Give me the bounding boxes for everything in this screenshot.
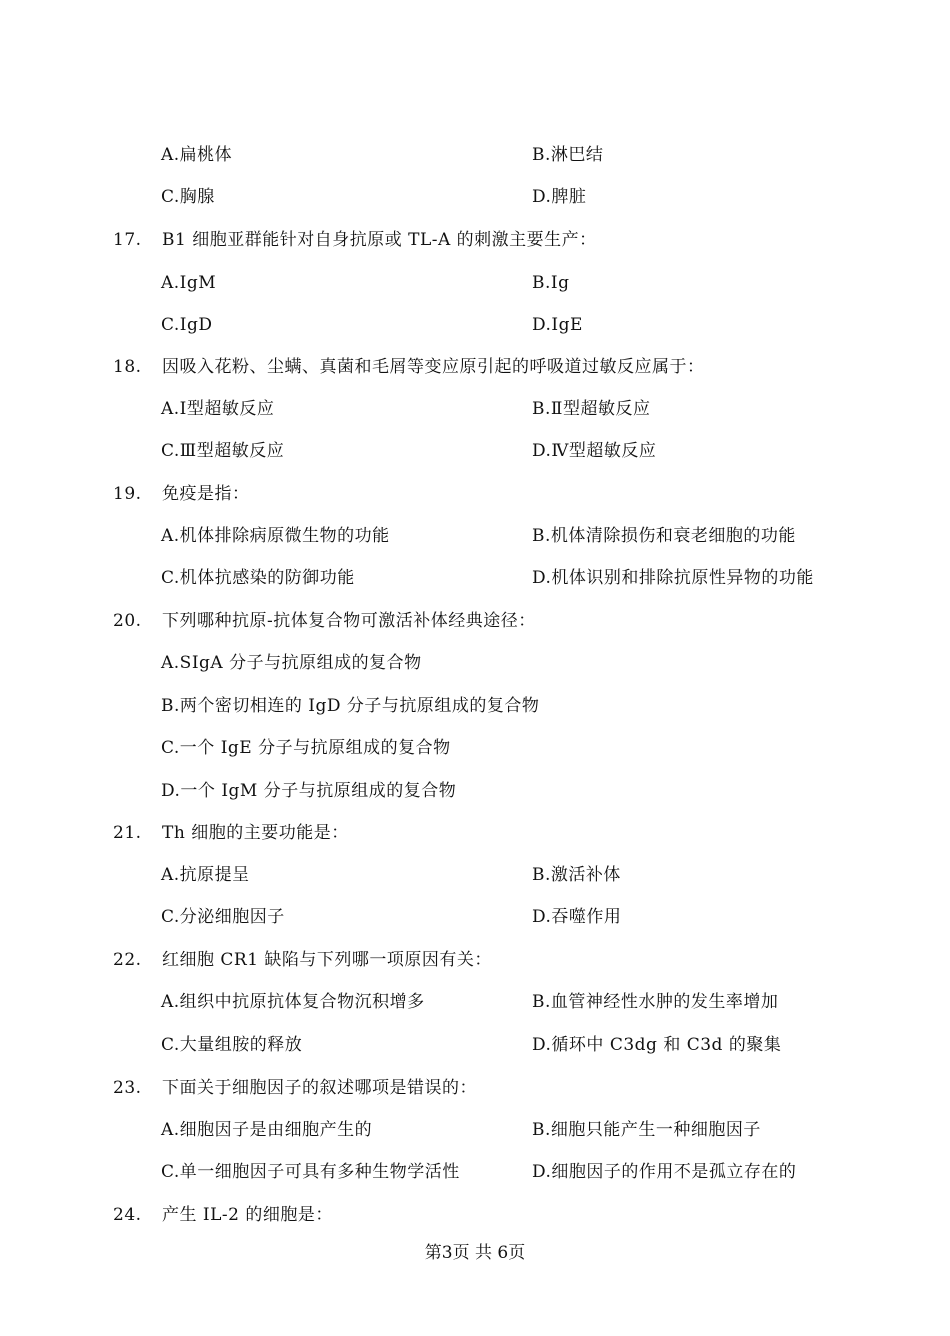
q16-option-a: A.扁桃体 — [161, 145, 233, 165]
q20-option-d: D.一个 IgM 分子与抗原组成的复合物 — [161, 781, 457, 801]
q23-option-b: B.细胞只能产生一种细胞因子 — [532, 1120, 761, 1140]
q20-option-c: C.一个 IgE 分子与抗原组成的复合物 — [161, 738, 451, 758]
q18-option-a: A.Ⅰ型超敏反应 — [161, 399, 275, 419]
q21-number: 21. — [113, 823, 142, 843]
q17-option-c: C.IgD — [161, 315, 213, 335]
q19-option-d: D.机体识别和排除抗原性异物的功能 — [532, 568, 814, 588]
q23-option-c: C.单一细胞因子可具有多种生物学活性 — [161, 1162, 460, 1182]
q20-option-b: B.两个密切相连的 IgD 分子与抗原组成的复合物 — [161, 696, 540, 716]
q24-text: 产生 IL-2 的细胞是： — [162, 1205, 333, 1225]
q21-option-d: D.吞噬作用 — [532, 907, 622, 927]
q20-text: 下列哪种抗原-抗体复合物可激活补体经典途径： — [162, 611, 536, 631]
page-footer: 第3页 共 6页 — [424, 1243, 526, 1263]
q22-option-d: D.循环中 C3dg 和 C3d 的聚集 — [532, 1035, 782, 1055]
q21-option-a: A.抗原提呈 — [161, 865, 250, 885]
q19-option-c: C.机体抗感染的防御功能 — [161, 568, 355, 588]
q23-option-a: A.细胞因子是由细胞产生的 — [161, 1120, 373, 1140]
q18-number: 18. — [113, 357, 142, 377]
q16-option-d: D.脾脏 — [532, 187, 587, 207]
q18-option-c: C.Ⅲ型超敏反应 — [161, 441, 285, 461]
q22-option-a: A.组织中抗原抗体复合物沉积增多 — [161, 992, 425, 1012]
q19-option-b: B.机体清除损伤和衰老细胞的功能 — [532, 526, 796, 546]
q23-option-d: D.细胞因子的作用不是孤立存在的 — [532, 1162, 797, 1182]
q17-option-b: B.Ig — [532, 273, 570, 293]
q17-option-d: D.IgE — [532, 315, 583, 335]
q17-text: B1 细胞亚群能针对自身抗原或 TL-A 的刺激主要生产： — [162, 230, 597, 250]
q22-option-c: C.大量组胺的释放 — [161, 1035, 303, 1055]
q16-option-c: C.胸腺 — [161, 187, 215, 207]
q19-text: 免疫是指： — [162, 484, 250, 504]
q21-option-b: B.激活补体 — [532, 865, 621, 885]
q19-option-a: A.机体排除病原微生物的功能 — [161, 526, 390, 546]
q20-number: 20. — [113, 611, 142, 631]
q16-option-b: B.淋巴结 — [532, 145, 604, 165]
q17-number: 17. — [113, 230, 142, 250]
q18-option-d: D.Ⅳ型超敏反应 — [532, 441, 657, 461]
q18-option-b: B.Ⅱ型超敏反应 — [532, 399, 651, 419]
q24-number: 24. — [113, 1205, 142, 1225]
q17-option-a: A.IgM — [161, 273, 217, 293]
q23-number: 23. — [113, 1078, 142, 1098]
q22-option-b: B.血管神经性水肿的发生率增加 — [532, 992, 779, 1012]
q20-option-a: A.SIgA 分子与抗原组成的复合物 — [161, 653, 422, 673]
q23-text: 下面关于细胞因子的叙述哪项是错误的： — [162, 1078, 477, 1098]
q22-text: 红细胞 CR1 缺陷与下列哪一项原因有关： — [162, 950, 492, 970]
q22-number: 22. — [113, 950, 142, 970]
q18-text: 因吸入花粉、尘螨、真菌和毛屑等变应原引起的呼吸道过敏反应属于： — [162, 357, 705, 377]
q21-option-c: C.分泌细胞因子 — [161, 907, 285, 927]
q21-text: Th 细胞的主要功能是： — [162, 823, 349, 843]
q19-number: 19. — [113, 484, 142, 504]
